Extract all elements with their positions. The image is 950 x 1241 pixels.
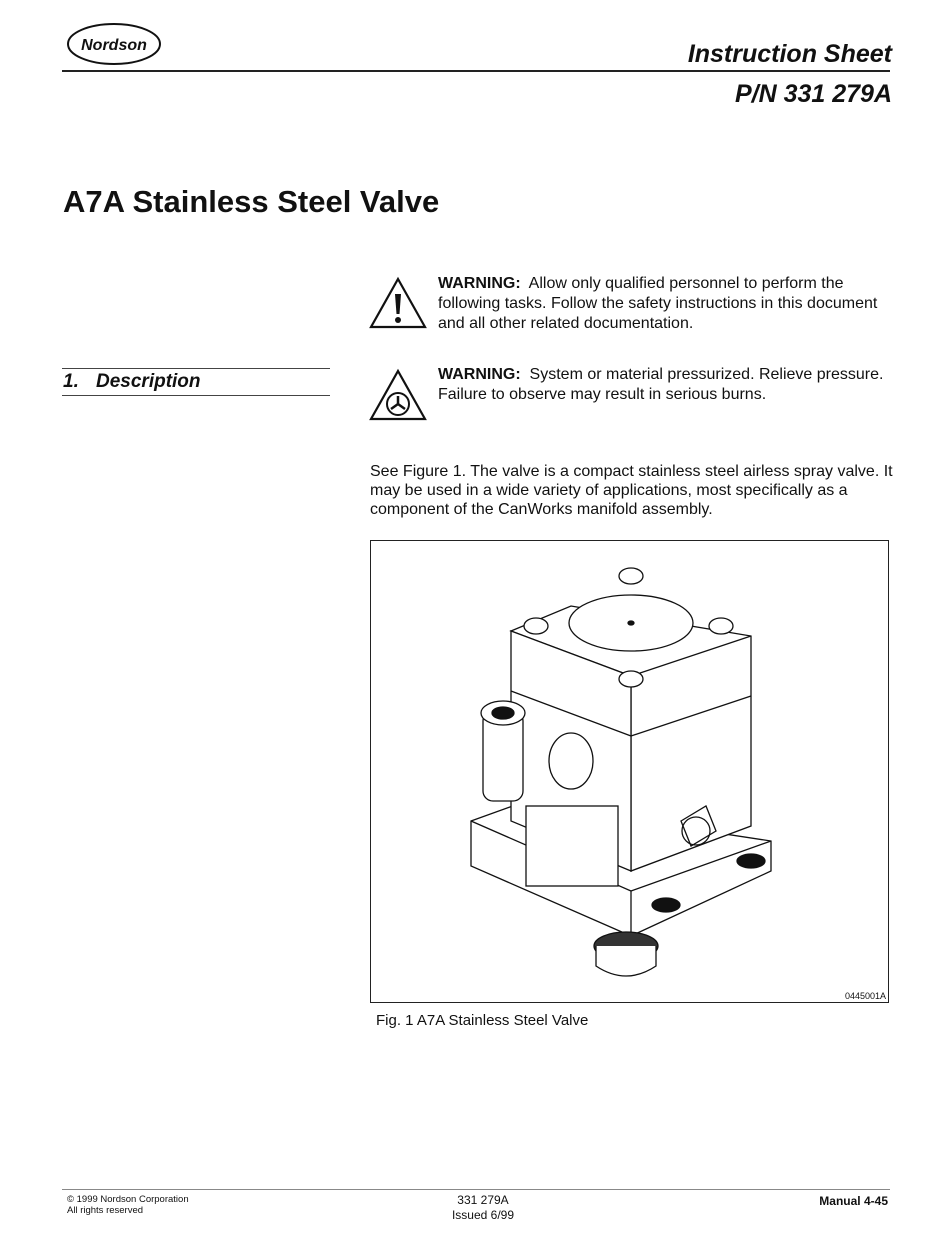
section-number: 1. — [63, 371, 79, 392]
document-title: A7A Stainless Steel Valve — [63, 184, 440, 219]
figure-frame — [370, 540, 889, 1003]
warning-1: WARNING: Allow only qualified personnel to perform the following tasks. Follow the safety instructions in this document and all other related documentation. — [438, 275, 878, 332]
footer-part-info: 331 279A Issued 6/99 — [451, 1193, 515, 1222]
pressure-hazard-icon — [368, 368, 428, 422]
valve-illustration — [371, 541, 888, 1002]
header-rule — [62, 70, 890, 72]
warning-2: WARNING: System or material pressurized. Relieve pressure. Failure to observe may result in serious burns. — [438, 366, 884, 403]
footer-rule — [62, 1189, 890, 1190]
figure-id: 0445001A — [844, 991, 886, 1001]
section-heading — [62, 368, 330, 396]
svg-text:Nordson: Nordson — [81, 37, 147, 54]
section-title: Description — [96, 371, 201, 392]
description-paragraph: See Figure 1. The valve is a compact stainless steel airless spray valve. It may be used in a wide variety of applications, most specifically as a component of the CanWorks manifold assembly. — [370, 463, 893, 518]
sheet-type-title: Instruction Sheet — [687, 40, 892, 68]
part-number: P/N 331 279A — [734, 80, 892, 108]
nordson-logo — [66, 22, 162, 66]
figure-caption: Fig. 1 A7A Stainless Steel Valve — [376, 1012, 589, 1029]
warning-exclamation-icon — [368, 276, 428, 330]
footer-copyright: © 1999 Nordson Corporation All rights reserved — [67, 1194, 189, 1216]
footer-manual: Manual 4-45 — [819, 1194, 888, 1208]
